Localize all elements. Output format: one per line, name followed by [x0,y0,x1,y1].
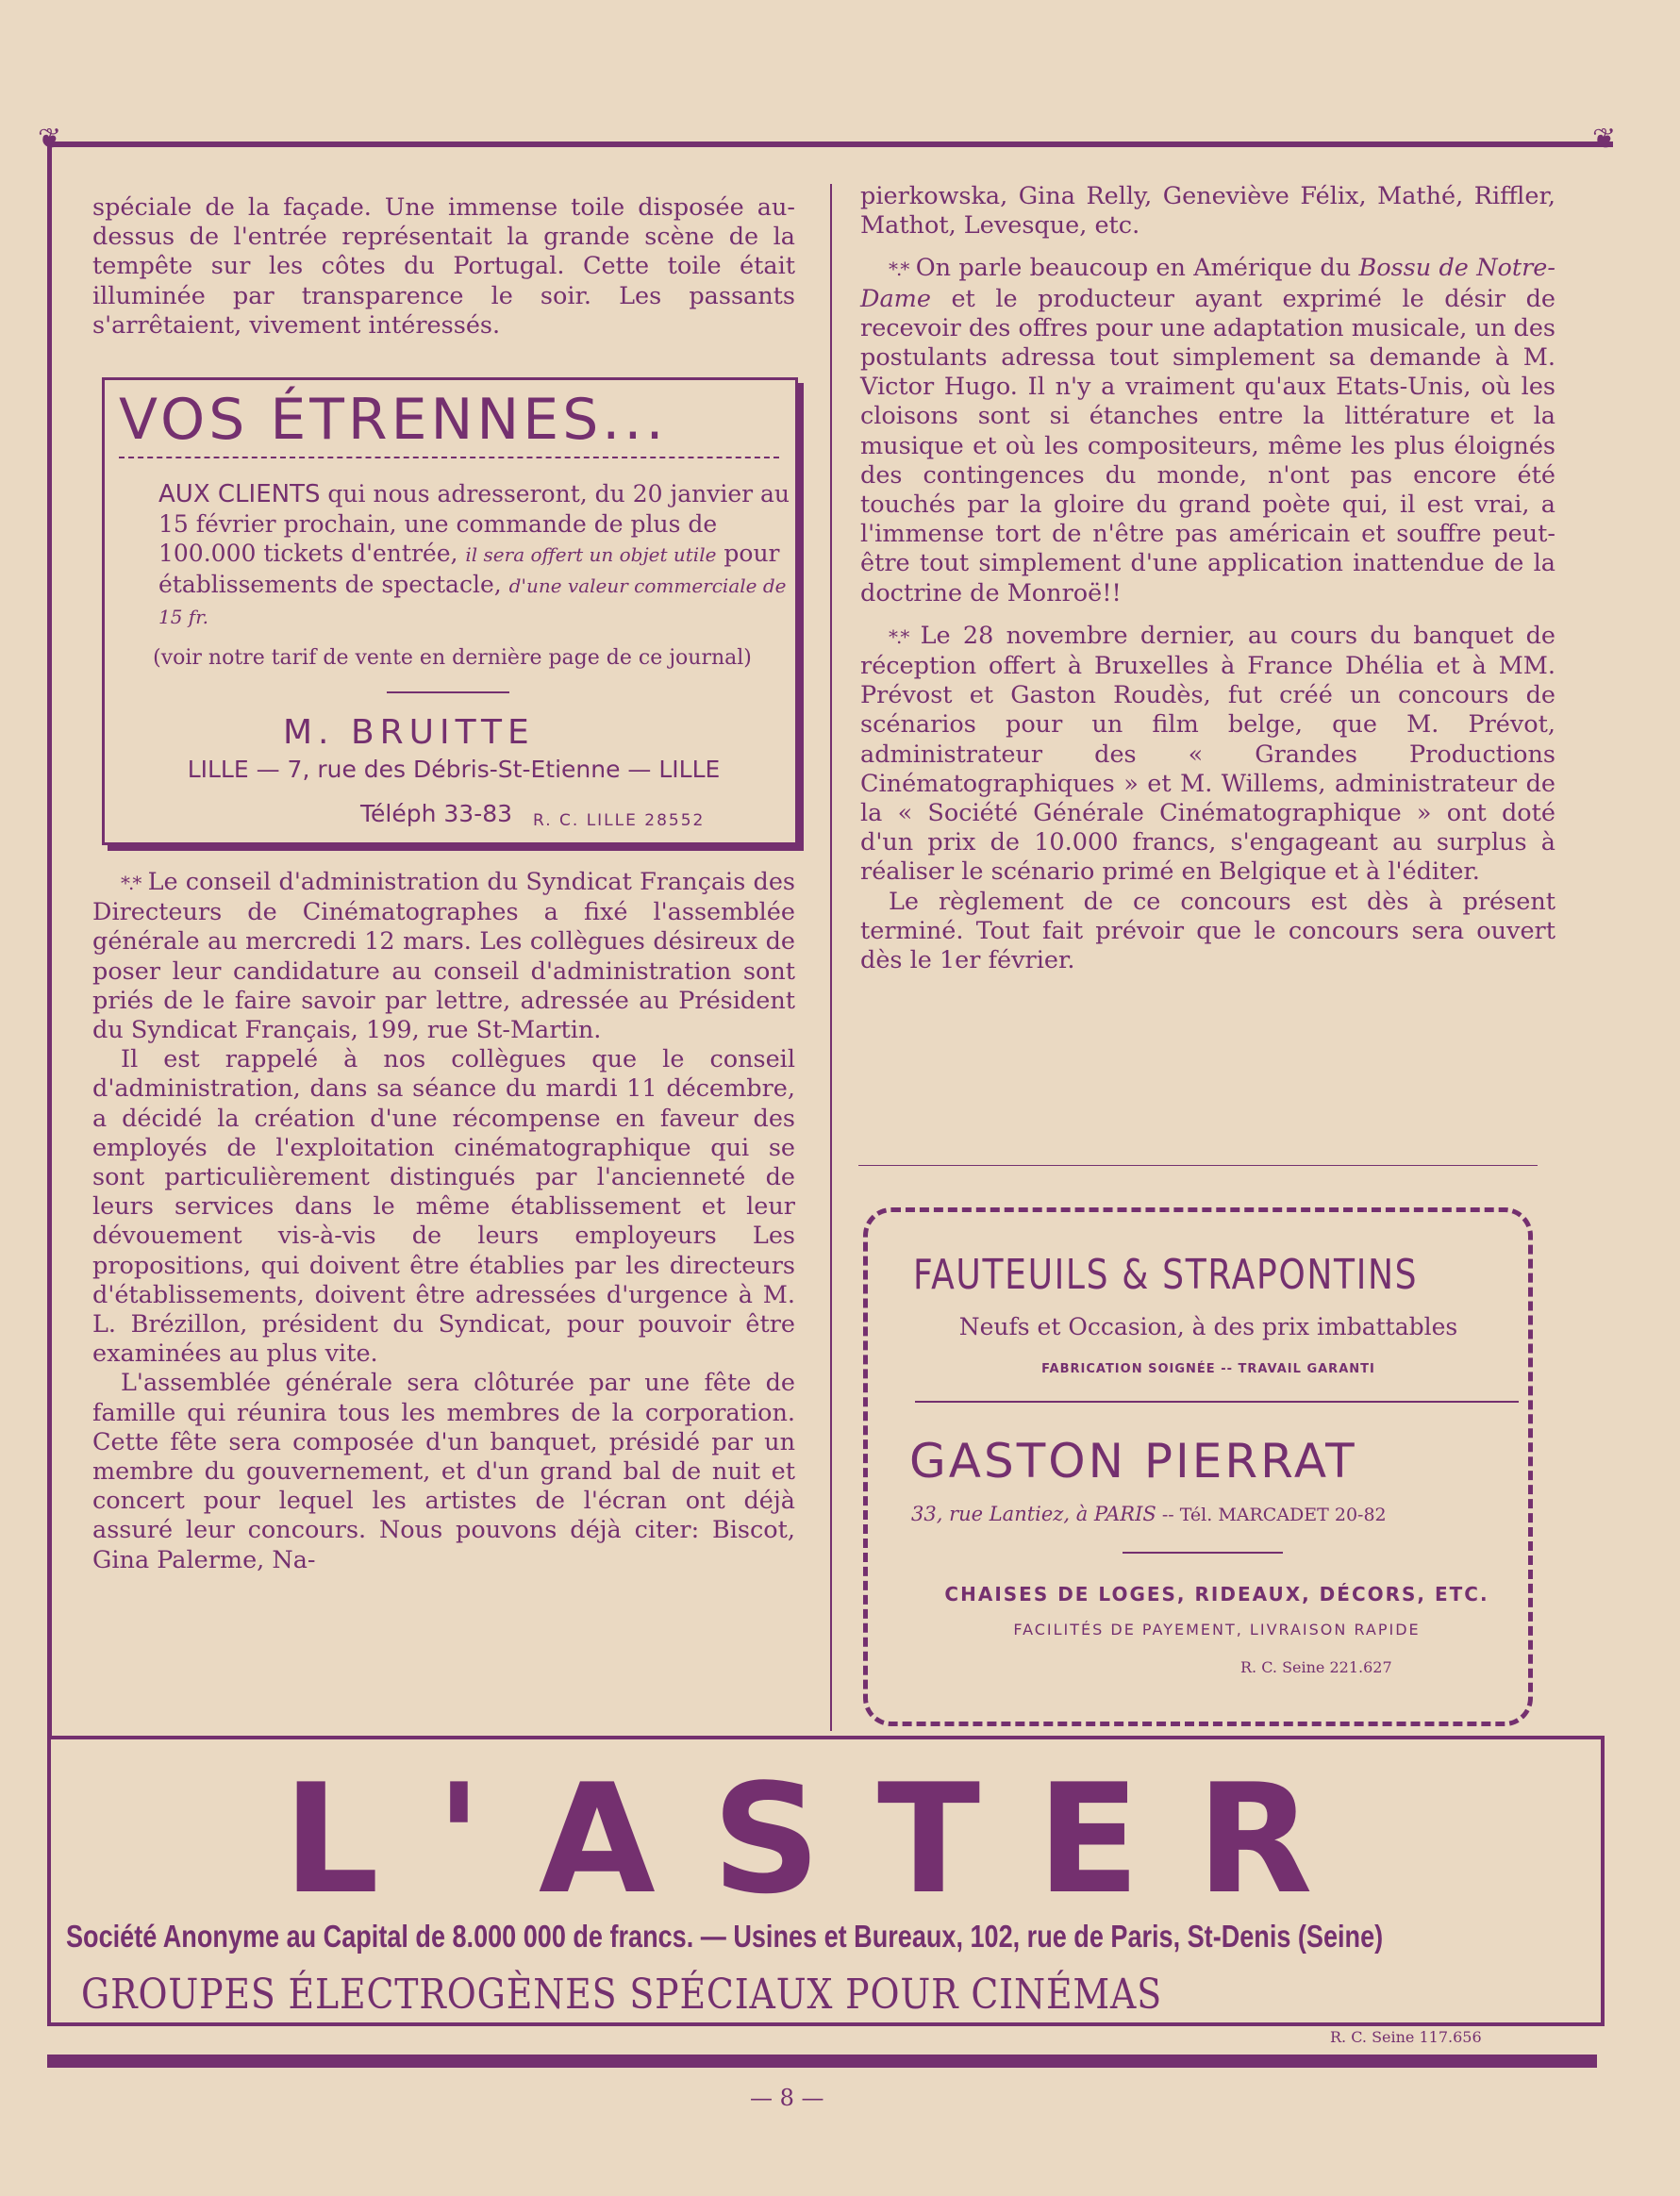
aster-rc: R. C. Seine 117.656 [1330,2028,1482,2046]
concours-text: Le 28 novembre dernier, au cours du banquet de réception offert à Bruxelles à France Dhélia et à MM. Prévost et Gaston Roudès, fut créé un concours de scénarios pour un film belge, que M. Prévot, administrateur des « Grandes Productions Cinématographiques » et M. Willems, administrateur de la « Société Générale Cinématographique » ont doté d'un prix de 10.000 francs, s'engageant au surplus à réaliser le scénario primé en Belgique et à l'éditer. [860,621,1556,887]
bruitte-address: LILLE — 7, rue des Débris-St-Etienne — LILLE [187,756,721,783]
etrennes-line1: qui nous adresseront, du 20 janvier au 15 février prochain, une commande de plus de 100.000 tickets d'entrée, [158,480,790,567]
fauteuils-fabrication: FABRICATION SOIGNÉE -- TRAVAIL GARANTI [1041,1362,1375,1376]
paragraph-artists: pierkowska, Gina Relly, Geneviève Félix, Mathé, Riffler, Mathot, Levesque, etc. [860,182,1555,241]
bossu-title: Bossu de Notre-Dame [860,254,1556,313]
paragraph-bossu [860,254,1555,607]
pierrat-name: GASTON PIERRAT [909,1434,1357,1489]
aster-groupes: GROUPES ÉLECTROGÈNES SPÉCIAUX POUR CINÉMAS [81,1971,1163,2019]
paragraph-facade: spéciale de la façade. Une immense toile disposée au-dessus de l'entrée représentait la grande scène de la tempête sur les côtes du Portugal. Cette toile était illuminée par transparence le soir. Les passants s'arrêtaient, vivement intéressés. [92,193,795,340]
bruitte-name: M. BRUITTE [283,713,535,752]
asterism-icon: *.* [889,624,908,648]
asterism-icon: *.* [889,258,908,281]
fauteuils-subtitle: Neufs et Occasion, à des prix imbattables [958,1313,1458,1340]
bossu-text-b: et le producteur ayant exprimé le désir de recevoir des offres pour une adaptation musicale, un des postulants adressa tout simplement sa demande à M. Victor Hugo. Il n'y a vraiment qu'aux Etats-Unis, où les cloisons sont si étanches entre la littérature et la musique et où les compositeurs, même les plus éloignés des contingences du monde, n'ont pas encore été touchés par la gloire du grand poète qui, il est vrai, a l'immense tort de n'être pas américain et souffre peut-être tout simplement d'une application inattendue de la doctrine de Monroë!! [860,284,1555,607]
bossu-text-a: On parle beaucoup en Amérique du [915,254,1359,283]
fauteuils-divider [915,1401,1519,1403]
pierrat-rc: R. C. Seine 221.627 [1240,1658,1392,1676]
etrennes-ad-title: VOS ÉTRENNES... [119,387,668,453]
etrennes-ad-body [158,479,790,632]
etrennes-ad-title-underline [119,457,779,461]
page-number: — 8 — [750,2085,824,2111]
paragraph-reglement: Le règlement de ce concours est dès à présent terminé. Tout fait prévoir que le concours sera ouvert dès le 1er février. [860,887,1555,975]
etrennes-note: (voir notre tarif de vente en dernière page de ce journal) [153,646,752,670]
pierrat-street: 33, rue Lantiez, à PARIS [911,1503,1156,1525]
pierrat-divider [1123,1552,1283,1554]
pierrat-tel: -- Tél. MARCADET 20-82 [1156,1505,1387,1525]
ornament-right-icon: ❦ [1592,123,1617,156]
aster-societe: Société Anonyme au Capital de 8.000 000 de francs. — Usines et Bureaux, 102, rue de Paris, St-Denis (Seine) [66,1919,1384,1954]
paragraph-concours [860,622,1555,888]
ornament-left-icon: ❦ [38,123,62,156]
left-border-rule [47,141,52,1736]
pierrat-chaises: CHAISES DE LOGES, RIDEAUX, DÉCORS, ETC. [944,1583,1489,1605]
etrennes-italic-offer: il sera offert un objet utile [465,543,717,566]
left-column-intro [92,193,795,341]
etrennes-divider [387,691,509,693]
bruitte-telephone: Téléph 33-83 [360,800,513,827]
left-column-body [92,868,795,1575]
etrennes-clients-caps: AUX CLIENTS [158,480,321,508]
top-border-rule [47,141,1613,147]
pierrat-facilites: FACILITÉS DE PAYEMENT, LIVRAISON RAPIDE [1013,1621,1421,1639]
etrennes-mid: pour établissements de spectacle, [158,540,780,598]
paragraph-recompense: Il est rappelé à nos collègues que le conseil d'administration, dans sa séance du mardi 11 décembre, a décidé la création d'une récompense en faveur des employés de l'exploitation cinématographique qui se sont particulièrement distingués par l'ancienneté de leurs services dans le même établissement et leur dévouement vis-à-vis de leurs employeurs Les propositions, qui doivent être établies par les directeurs d'établissements, doivent être adressées d'urgence à M. L. Brézillon, président du Syndicat, pour pouvoir être examinées au plus vite. [92,1045,795,1369]
asterism-icon: *.* [121,872,141,894]
aster-title: L'ASTER [283,1751,1370,1927]
etrennes-italic-value: d'une valeur commerciale de 15 fr. [158,574,787,628]
right-column-body [860,182,1555,975]
bottom-border-rule [47,2055,1597,2068]
right-column-separator [858,1165,1538,1166]
paragraph-syndicat [92,868,795,1045]
paragraph-fete: L'assemblée générale sera clôturée par une fête de famille qui réunira tous les membres de la corporation. Cette fête sera composée d'un banquet, présidé par un membre du gouvernement, et d'un grand bal de nuit et concert pour lequel les artistes de l'écran ont déjà assuré leur concours. Nous pouvons déjà citer: Biscot, Gina Palerme, Na- [92,1369,795,1574]
fauteuils-title: FAUTEUILS & STRAPONTINS [913,1251,1419,1299]
bruitte-rc: R. C. LILLE 28552 [533,811,706,830]
pierrat-address [911,1503,1515,1525]
paragraph-syndicat-text: Le conseil d'administration du Syndicat Français des Directeurs de Cinématographes a fixé l'assemblée générale au mercredi 12 mars. Les collègues désireux de poser leur candidature au conseil d'administration sont priés de le faire savoir par lettre, adressée au Président du Syndicat Français, 199, rue St-Martin. [92,868,795,1045]
column-divider [830,184,832,1731]
